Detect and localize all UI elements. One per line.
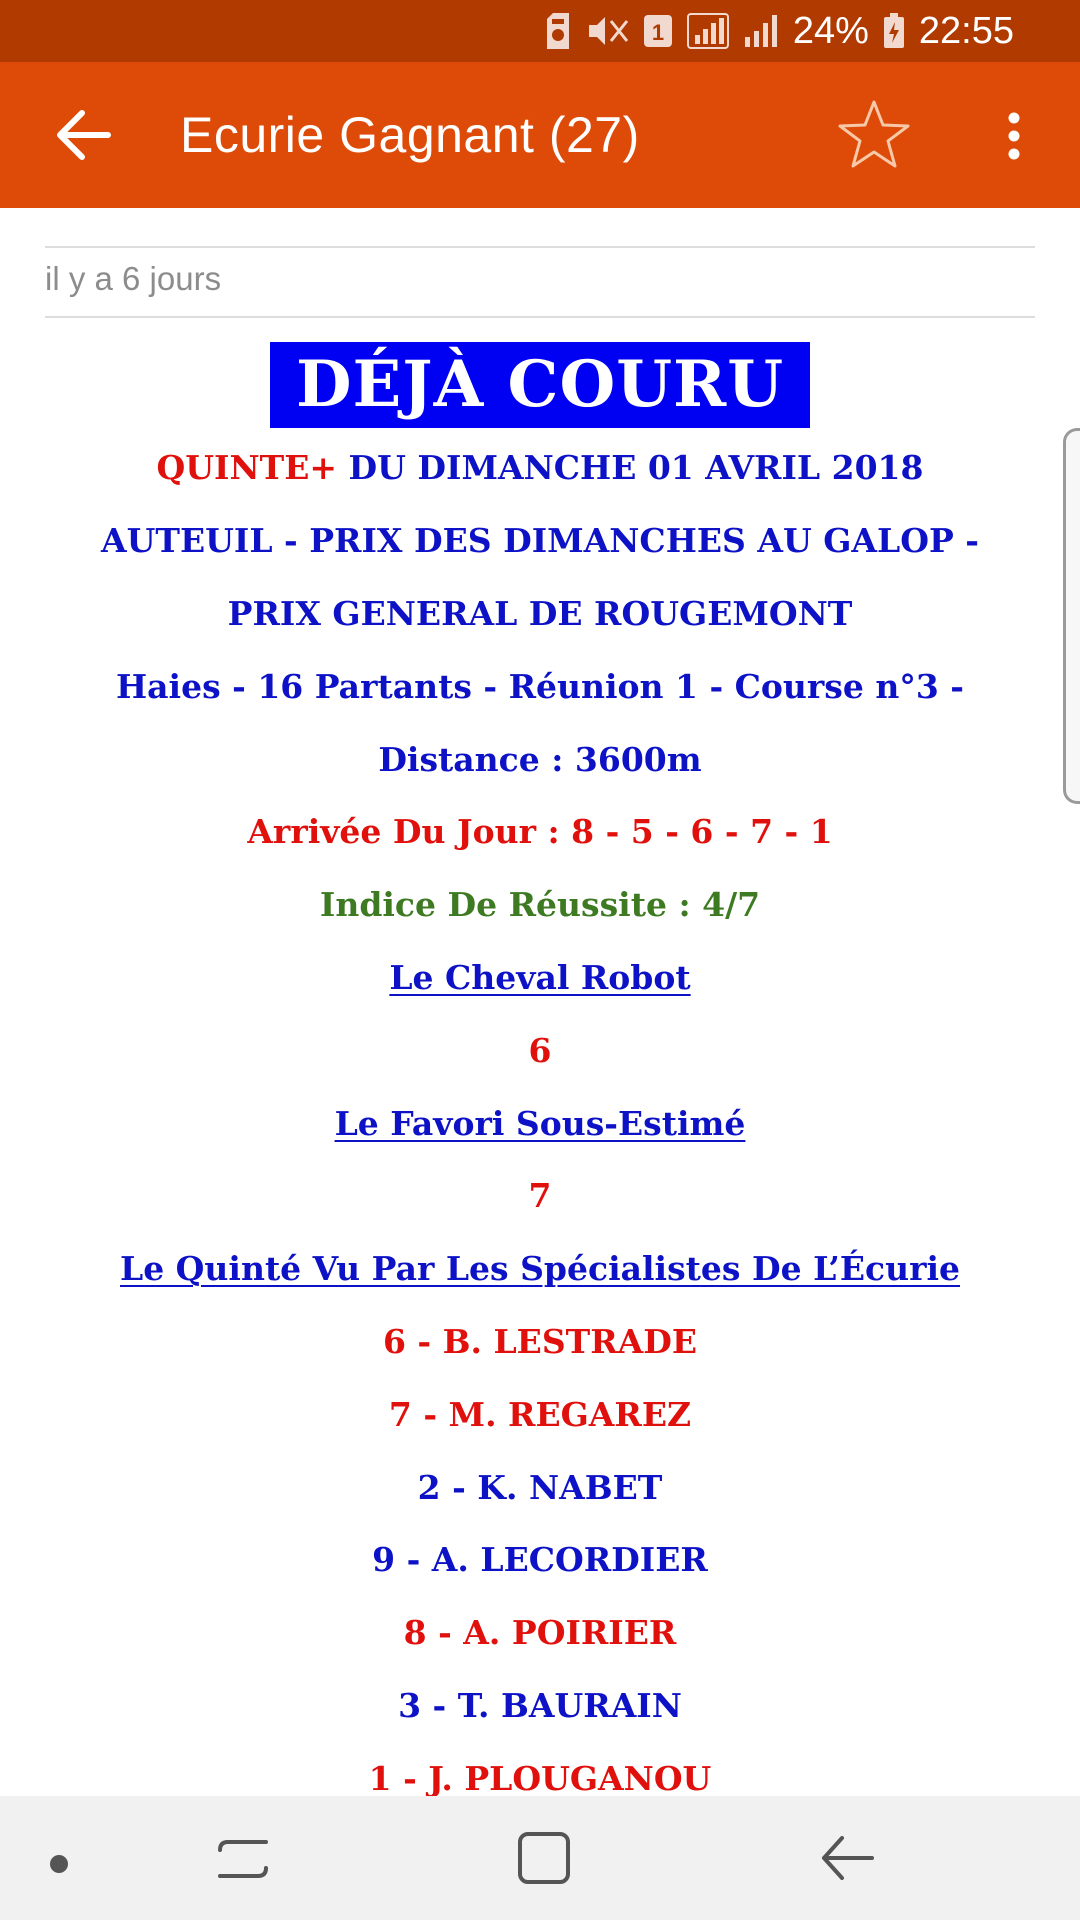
race-date: DU DIMANCHE 01 AVRIL 2018: [337, 448, 924, 487]
favori-heading-link[interactable]: Le Favori Sous-Estimé: [334, 1104, 746, 1143]
clock: 22:55: [918, 9, 1014, 52]
divider: [45, 316, 1035, 318]
timestamp: il y a 6 jours: [45, 260, 222, 297]
signal-icon: [743, 13, 779, 49]
robot-heading-link[interactable]: Le Cheval Robot: [389, 958, 691, 997]
specialists-heading-link[interactable]: Le Quinté Vu Par Les Spécialistes De L’Écurie: [119, 1249, 961, 1288]
specialist-pick: 9 - A. LECORDIER: [372, 1540, 708, 1579]
specialists-heading-row: [0, 1249, 1080, 1288]
back-icon[interactable]: [820, 1832, 876, 1884]
favori-heading-row: [0, 1104, 1080, 1143]
page-title: Ecurie Gagnant (27): [180, 107, 640, 163]
article-content: [0, 208, 1080, 1796]
star-icon[interactable]: [836, 98, 912, 170]
sim-storage-icon: [543, 13, 573, 49]
robot-heading-row: [0, 958, 1080, 997]
home-icon[interactable]: [516, 1830, 572, 1886]
signal-icon: [687, 13, 729, 49]
favori-pick: 7: [528, 1176, 552, 1215]
specialist-pick: 2 - K. NABET: [417, 1468, 663, 1507]
specialist-pick: 3 - T. BAURAIN: [398, 1686, 682, 1725]
success-index: Indice De Réussite : 4/7: [319, 885, 761, 924]
specialist-pick: 7 - M. REGAREZ: [388, 1395, 692, 1434]
more-vert-icon[interactable]: [1000, 112, 1028, 160]
robot-pick: 6: [528, 1031, 552, 1070]
details-line-2: Distance : 3600m: [378, 740, 702, 779]
specialist-pick: 6 - B. LESTRADE: [382, 1322, 698, 1361]
details-line-1: Haies - 16 Partants - Réunion 1 - Course n°3 -: [116, 667, 964, 706]
battery-charging-icon: [883, 13, 905, 49]
specialist-pick: 1 - J. PLOUGANOU: [368, 1759, 712, 1796]
app-bar: [0, 62, 1080, 208]
divider: [45, 246, 1035, 248]
recent-apps-icon[interactable]: [216, 1832, 270, 1886]
venue-line-1: AUTEUIL - PRIX DES DIMANCHES AU GALOP -: [101, 521, 979, 560]
specialist-pick: 8 - A. POIRIER: [403, 1613, 677, 1652]
battery-percent: 24%: [792, 9, 869, 52]
edge-panel-handle[interactable]: [1063, 428, 1080, 804]
race-line: [0, 448, 1080, 487]
arrival-result: Arrivée Du Jour : 8 - 5 - 6 - 7 - 1: [247, 812, 833, 851]
status-bar: [0, 0, 1080, 62]
svg-text:1: 1: [651, 20, 664, 45]
nav-dot-icon[interactable]: [50, 1855, 68, 1873]
sim-1-icon: [643, 14, 673, 48]
mute-vibrate-icon: [587, 13, 629, 49]
venue-line-2: PRIX GENERAL DE ROUGEMONT: [227, 594, 853, 633]
status-badge: DÉJÀ COURU: [270, 342, 810, 428]
race-type: QUINTE+: [156, 448, 338, 487]
back-arrow-icon[interactable]: [56, 109, 112, 161]
status-icons: [543, 0, 1014, 62]
